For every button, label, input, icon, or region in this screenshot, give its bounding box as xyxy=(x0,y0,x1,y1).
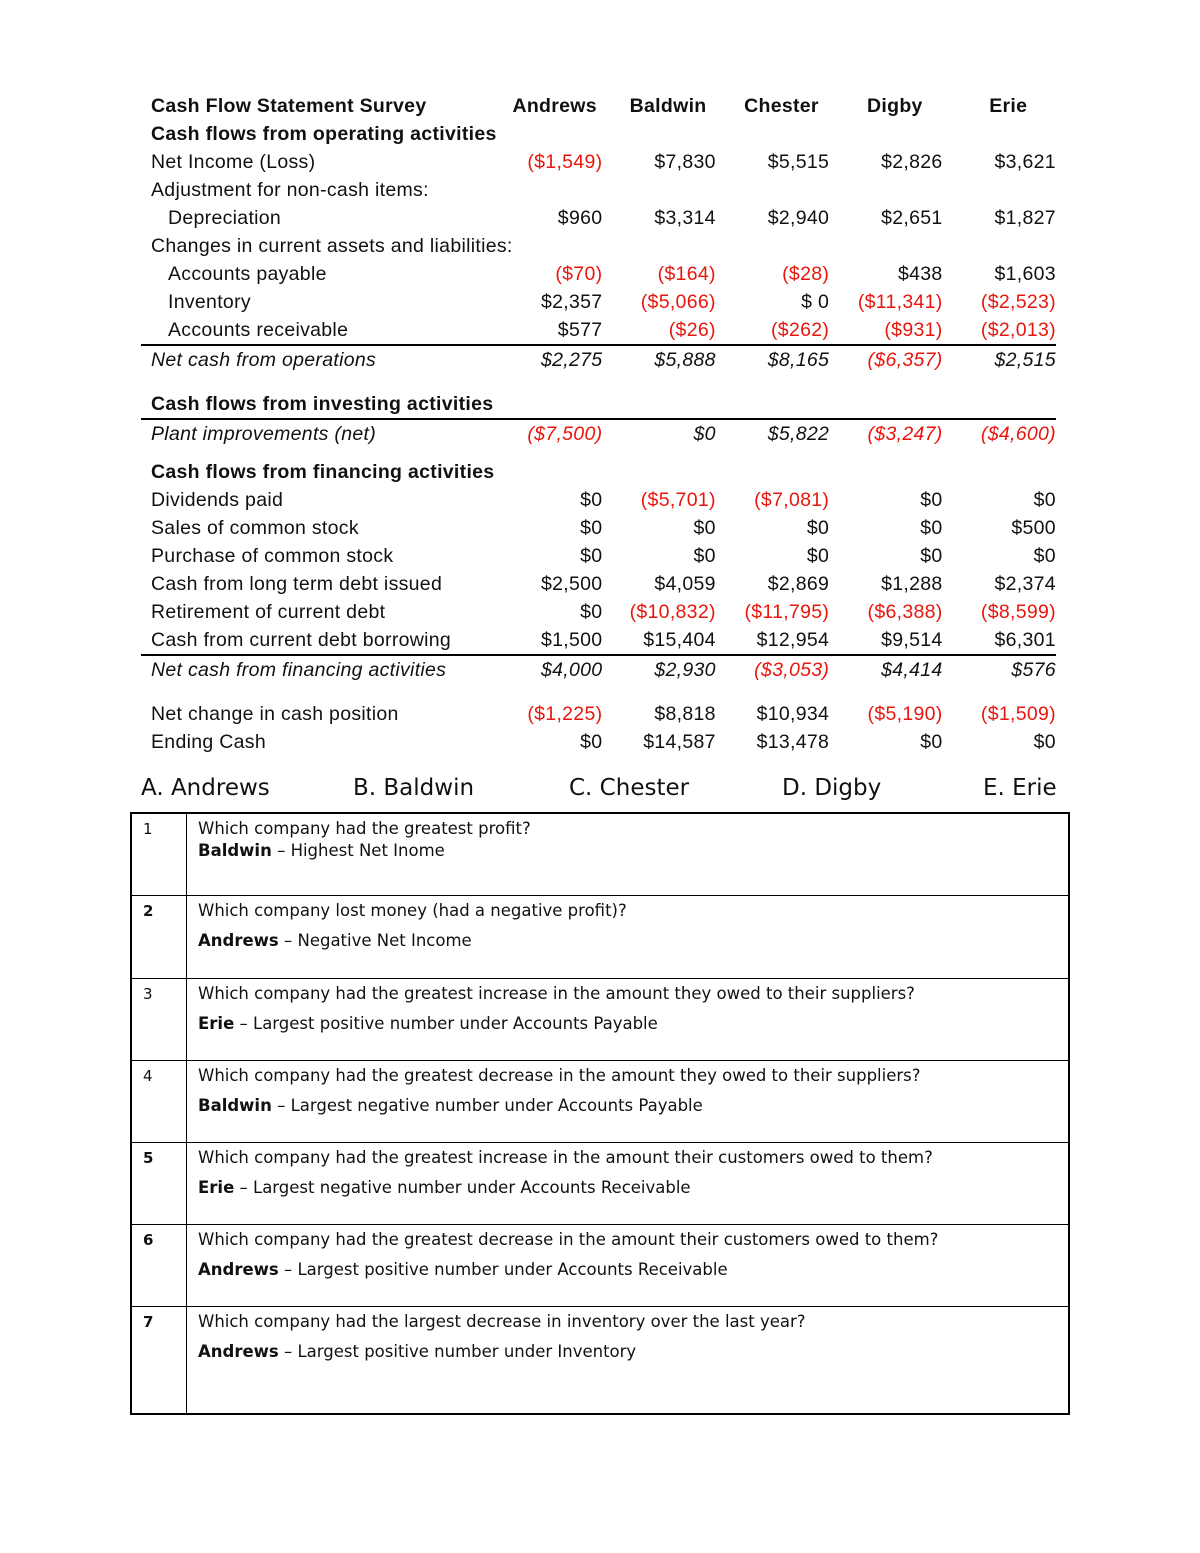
answer-text xyxy=(198,1013,1068,1035)
question-text: Which company had the greatest increase in the amount they owed to their suppliers? xyxy=(198,984,915,1003)
value-cell: $4,414 xyxy=(881,659,943,681)
question-text: Which company had the greatest decrease in the amount they owed to their suppliers? xyxy=(198,1066,921,1085)
answer-reason: – Largest negative number under Accounts Receivable xyxy=(234,1178,691,1197)
value-cell: $0 xyxy=(920,545,943,567)
value-cell: $0 xyxy=(693,517,716,539)
answer-text xyxy=(198,840,1068,862)
value-cell: $1,288 xyxy=(881,573,943,595)
statement-row xyxy=(141,176,1056,204)
statement-row xyxy=(141,700,1056,728)
row-label: Inventory xyxy=(168,291,251,313)
spacer xyxy=(141,684,1056,700)
value-cell: $14,587 xyxy=(643,731,716,753)
value-cell: $576 xyxy=(1011,659,1056,681)
statement-row xyxy=(141,204,1056,232)
statement-row xyxy=(141,420,1056,448)
question-cell xyxy=(187,1225,1070,1307)
value-cell: ($7,081) xyxy=(754,489,830,511)
value-cell: ($7,500) xyxy=(527,423,603,445)
adjustment-label: Adjustment for non-cash items: xyxy=(151,179,429,201)
value-cell: $500 xyxy=(1011,517,1056,539)
value-cell: ($931) xyxy=(884,319,943,341)
row-label: Accounts receivable xyxy=(168,319,349,341)
spacer xyxy=(198,1333,1068,1341)
value-cell: $0 xyxy=(580,601,603,623)
question-text: Which company lost money (had a negative profit)? xyxy=(198,901,627,920)
statement-row xyxy=(141,570,1056,598)
question-cell xyxy=(187,896,1070,979)
value-cell: $12,954 xyxy=(756,629,830,651)
answer-text xyxy=(198,1177,1068,1199)
value-cell: $2,357 xyxy=(540,291,603,313)
row-label: Cash from long term debt issued xyxy=(151,573,443,595)
value-cell: $0 xyxy=(580,517,603,539)
value-cell: ($164) xyxy=(657,263,716,285)
answer-text xyxy=(198,1259,1068,1281)
answer-company: Andrews xyxy=(198,1342,279,1361)
statement-header-row xyxy=(141,92,1056,120)
company-header: Andrews xyxy=(512,95,597,117)
value-cell: ($28) xyxy=(782,263,830,285)
question-cell xyxy=(187,979,1070,1061)
choice-d: D. Digby xyxy=(782,775,882,801)
question-number: 2 xyxy=(131,896,187,979)
value-cell: ($8,599) xyxy=(980,601,1056,623)
spacer xyxy=(198,922,1068,930)
value-cell: ($70) xyxy=(555,263,603,285)
value-cell: $5,822 xyxy=(767,423,830,445)
statement-row xyxy=(141,728,1056,756)
choice-b: B. Baldwin xyxy=(353,775,475,801)
value-cell: $0 xyxy=(1033,489,1056,511)
question-number: 4 xyxy=(131,1061,187,1143)
value-cell: ($10,832) xyxy=(629,601,716,623)
value-cell: $2,826 xyxy=(881,151,943,173)
value-cell: $15,404 xyxy=(643,629,716,651)
value-cell: ($5,190) xyxy=(867,703,943,725)
answer-company: Andrews xyxy=(198,931,279,950)
row-label: Net cash from financing activities xyxy=(151,659,447,681)
value-cell: $10,934 xyxy=(756,703,830,725)
value-cell: $9,514 xyxy=(881,629,943,651)
answer-company: Baldwin xyxy=(198,841,272,860)
question-number: 7 xyxy=(131,1307,187,1415)
value-cell: $0 xyxy=(806,517,830,539)
statement-row xyxy=(141,260,1056,288)
value-cell: $2,275 xyxy=(540,349,603,371)
value-cell: $577 xyxy=(557,319,603,341)
value-cell: $0 xyxy=(806,545,830,567)
value-cell: $8,818 xyxy=(654,703,716,725)
statement-title: Cash Flow Statement Survey xyxy=(151,95,427,117)
statement-row xyxy=(141,148,1056,176)
company-header: Baldwin xyxy=(629,95,707,117)
value-cell: $0 xyxy=(580,545,603,567)
statement-row xyxy=(141,598,1056,626)
answer-reason: – Negative Net Income xyxy=(278,931,472,950)
value-cell: $ 0 xyxy=(801,291,830,313)
statement-row xyxy=(141,514,1056,542)
answer-reason: – Largest positive number under Inventory xyxy=(278,1342,637,1361)
value-cell: $4,000 xyxy=(540,659,603,681)
value-cell: ($11,341) xyxy=(857,291,943,313)
value-cell: $0 xyxy=(580,731,603,753)
spacer xyxy=(141,374,1056,390)
value-cell: $1,500 xyxy=(540,629,603,651)
value-cell: ($2,523) xyxy=(980,291,1056,313)
value-cell: ($5,066) xyxy=(640,291,716,313)
value-cell: $2,374 xyxy=(994,573,1056,595)
question-number: 1 xyxy=(131,813,187,896)
value-cell: $2,500 xyxy=(540,573,603,595)
financing-heading: Cash flows from financing activities xyxy=(151,461,495,483)
statement-total-row xyxy=(141,344,1056,374)
question-cell xyxy=(187,1061,1070,1143)
statement-row xyxy=(141,232,1056,260)
value-cell: $0 xyxy=(920,489,943,511)
question-row xyxy=(131,813,1069,896)
spacer xyxy=(198,1169,1068,1177)
spacer xyxy=(198,1005,1068,1013)
question-row xyxy=(131,1225,1069,1307)
row-label: Plant improvements (net) xyxy=(151,423,377,445)
statement-row xyxy=(141,626,1056,654)
question-row xyxy=(131,896,1069,979)
value-cell: ($5,701) xyxy=(640,489,716,511)
statement-row xyxy=(141,486,1056,514)
question-row xyxy=(131,1307,1069,1415)
value-cell: ($26) xyxy=(668,319,716,341)
value-cell: ($6,388) xyxy=(867,601,943,623)
answer-company: Erie xyxy=(198,1014,235,1033)
answer-company: Erie xyxy=(198,1178,235,1197)
value-cell: $0 xyxy=(693,545,716,567)
value-cell: ($1,549) xyxy=(527,151,603,173)
spacer xyxy=(141,448,1056,458)
cash-flow-statement xyxy=(141,92,1056,756)
value-cell: $0 xyxy=(920,731,943,753)
answer-company: Andrews xyxy=(198,1260,279,1279)
row-label: Ending Cash xyxy=(151,731,266,753)
value-cell: ($1,509) xyxy=(980,703,1056,725)
changes-label: Changes in current assets and liabilities: xyxy=(151,235,513,257)
value-cell: $2,651 xyxy=(881,207,943,229)
value-cell: $3,621 xyxy=(994,151,1056,173)
value-cell: ($11,795) xyxy=(744,601,830,623)
spacer xyxy=(198,1251,1068,1259)
section-heading xyxy=(141,458,1056,486)
answer-text xyxy=(198,1095,1068,1117)
question-text: Which company had the greatest decrease in the amount their customers owed to them? xyxy=(198,1230,939,1249)
choice-c: C. Chester xyxy=(569,775,690,801)
value-cell: $5,888 xyxy=(654,349,716,371)
statement-row xyxy=(141,542,1056,570)
company-header: Chester xyxy=(744,95,819,117)
company-header: Erie xyxy=(989,95,1028,117)
answer-reason: – Largest negative number under Accounts Payable xyxy=(271,1096,703,1115)
question-text: Which company had the largest decrease in inventory over the last year? xyxy=(198,1312,806,1331)
answer-choices xyxy=(141,775,1056,809)
statement-total-row xyxy=(141,654,1056,684)
investing-heading: Cash flows from investing activities xyxy=(151,393,494,415)
question-cell xyxy=(187,813,1070,896)
row-label: Net change in cash position xyxy=(151,703,399,725)
value-cell: ($2,013) xyxy=(980,319,1056,341)
statement-row xyxy=(141,288,1056,316)
choice-e: E. Erie xyxy=(983,775,1057,801)
row-label: Net Income (Loss) xyxy=(151,151,316,173)
answer-company: Baldwin xyxy=(198,1096,272,1115)
row-label: Sales of common stock xyxy=(151,517,359,539)
answer-reason: – Largest positive number under Accounts Receivable xyxy=(278,1260,728,1279)
value-cell: $6,301 xyxy=(994,629,1056,651)
question-number: 6 xyxy=(131,1225,187,1307)
value-cell: $960 xyxy=(557,207,603,229)
value-cell: $2,940 xyxy=(767,207,830,229)
question-row xyxy=(131,979,1069,1061)
answer-text xyxy=(198,1341,1068,1363)
value-cell: ($1,225) xyxy=(527,703,603,725)
value-cell: $0 xyxy=(1033,545,1056,567)
operating-heading: Cash flows from operating activities xyxy=(151,123,497,145)
row-label: Purchase of common stock xyxy=(151,545,394,567)
question-text: Which company had the greatest profit? xyxy=(198,819,531,838)
row-label: Depreciation xyxy=(168,207,282,229)
value-cell: ($262) xyxy=(771,319,830,341)
value-cell: $2,930 xyxy=(654,659,716,681)
statement-row xyxy=(141,316,1056,344)
question-cell xyxy=(187,1307,1070,1415)
question-number: 3 xyxy=(131,979,187,1061)
answer-reason: – Highest Net Inome xyxy=(271,841,445,860)
row-label: Net cash from operations xyxy=(151,349,377,371)
value-cell: $0 xyxy=(693,423,716,445)
question-row xyxy=(131,1061,1069,1143)
row-label: Dividends paid xyxy=(151,489,284,511)
value-cell: $8,165 xyxy=(767,349,830,371)
value-cell: $13,478 xyxy=(756,731,830,753)
question-text: Which company had the greatest increase in the amount their customers owed to them? xyxy=(198,1148,933,1167)
value-cell: $2,869 xyxy=(767,573,830,595)
answer-reason: – Largest positive number under Accounts Payable xyxy=(234,1014,658,1033)
value-cell: $0 xyxy=(920,517,943,539)
value-cell: $4,059 xyxy=(654,573,716,595)
answer-text xyxy=(198,930,1068,952)
value-cell: $1,603 xyxy=(994,263,1056,285)
section-heading xyxy=(141,120,1056,148)
question-table xyxy=(130,812,1070,1415)
row-label: Retirement of current debt xyxy=(151,601,386,623)
value-cell: $3,314 xyxy=(654,207,716,229)
value-cell: $438 xyxy=(897,263,943,285)
value-cell: ($4,600) xyxy=(980,423,1056,445)
question-number: 5 xyxy=(131,1143,187,1225)
question-cell xyxy=(187,1143,1070,1225)
value-cell: $5,515 xyxy=(767,151,830,173)
value-cell: $1,827 xyxy=(994,207,1056,229)
section-heading xyxy=(141,390,1056,420)
value-cell: $0 xyxy=(1033,731,1056,753)
question-row xyxy=(131,1143,1069,1225)
spacer xyxy=(198,1087,1068,1095)
value-cell: $0 xyxy=(580,489,603,511)
value-cell: ($3,053) xyxy=(754,659,830,681)
value-cell: $7,830 xyxy=(654,151,716,173)
row-label: Cash from current debt borrowing xyxy=(151,629,452,651)
value-cell: ($6,357) xyxy=(867,349,943,371)
value-cell: $2,515 xyxy=(994,349,1056,371)
company-header: Digby xyxy=(867,95,923,117)
value-cell: ($3,247) xyxy=(867,423,943,445)
choice-a: A. Andrews xyxy=(141,775,270,801)
row-label: Accounts payable xyxy=(168,263,327,285)
